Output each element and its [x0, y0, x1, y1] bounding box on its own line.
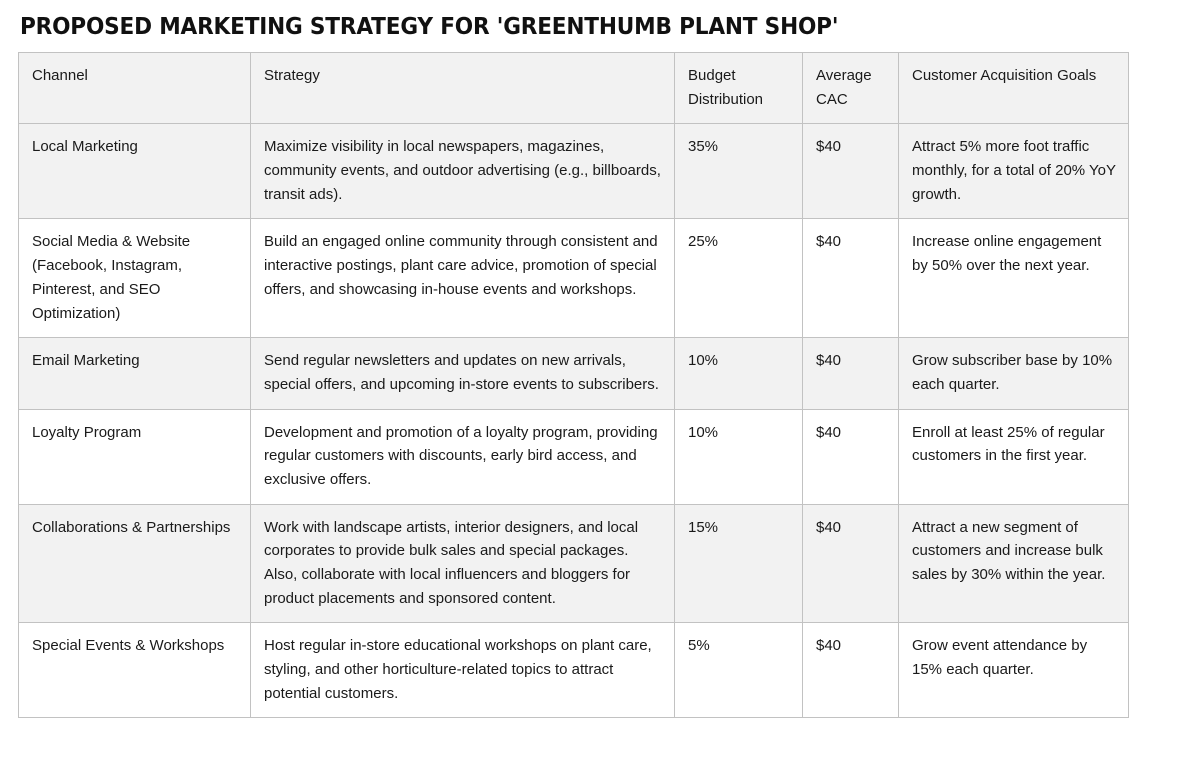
cell-strategy: Build an engaged online community through consistent and interactive postings, plant care advice, promotion of special offers, and showcasing in-house events and workshops. [251, 219, 675, 338]
cell-cac: $40 [803, 338, 899, 409]
cell-channel: Social Media & Website (Facebook, Instagram, Pinterest, and SEO Optimization) [19, 219, 251, 338]
cell-cac: $40 [803, 219, 899, 338]
cell-channel: Loyalty Program [19, 409, 251, 504]
table-header [19, 53, 1129, 124]
cell-cac: $40 [803, 124, 899, 219]
cell-goals: Grow event attendance by 15% each quarter. [899, 623, 1129, 718]
cell-cac: $40 [803, 409, 899, 504]
table-body [19, 124, 1129, 718]
column-header-budget-distribution: Budget Distribution [675, 53, 803, 124]
cell-channel: Email Marketing [19, 338, 251, 409]
cell-channel: Collaborations & Partnerships [19, 504, 251, 623]
cell-strategy: Maximize visibility in local newspapers, magazines, community events, and outdoor advertising (e.g., billboards, transit ads). [251, 124, 675, 219]
cell-channel: Local Marketing [19, 124, 251, 219]
table-row [19, 338, 1129, 409]
table-header-row [19, 53, 1129, 124]
table-row [19, 124, 1129, 219]
cell-strategy: Send regular newsletters and updates on new arrivals, special offers, and upcoming in-store events to subscribers. [251, 338, 675, 409]
cell-budget: 10% [675, 409, 803, 504]
cell-cac: $40 [803, 504, 899, 623]
table-row [19, 219, 1129, 338]
cell-budget: 25% [675, 219, 803, 338]
cell-budget: 15% [675, 504, 803, 623]
cell-strategy: Host regular in-store educational workshops on plant care, styling, and other horticulture-related topics to attract potential customers. [251, 623, 675, 718]
column-header-average-cac: Average CAC [803, 53, 899, 124]
cell-goals: Enroll at least 25% of regular customers in the first year. [899, 409, 1129, 504]
table-row [19, 623, 1129, 718]
cell-channel: Special Events & Workshops [19, 623, 251, 718]
column-header-strategy: Strategy [251, 53, 675, 124]
cell-cac: $40 [803, 623, 899, 718]
page-title: PROPOSED MARKETING STRATEGY FOR 'GREENTHUMB PLANT SHOP' [20, 14, 839, 40]
cell-strategy: Development and promotion of a loyalty program, providing regular customers with discounts, early bird access, and exclusive offers. [251, 409, 675, 504]
cell-goals: Grow subscriber base by 10% each quarter. [899, 338, 1129, 409]
cell-goals: Attract 5% more foot traffic monthly, for a total of 20% YoY growth. [899, 124, 1129, 219]
column-header-customer-acquisition-goals: Customer Acquisition Goals [899, 53, 1129, 124]
cell-budget: 35% [675, 124, 803, 219]
cell-strategy: Work with landscape artists, interior designers, and local corporates to provide bulk sales and special packages. Also, collaborate with local influencers and bloggers for product placements and sponsored content. [251, 504, 675, 623]
table-row [19, 504, 1129, 623]
cell-goals: Attract a new segment of customers and increase bulk sales by 30% within the year. [899, 504, 1129, 623]
table-row [19, 409, 1129, 504]
cell-budget: 10% [675, 338, 803, 409]
column-header-channel: Channel [19, 53, 251, 124]
cell-budget: 5% [675, 623, 803, 718]
marketing-strategy-table [18, 52, 1129, 718]
cell-goals: Increase online engagement by 50% over the next year. [899, 219, 1129, 338]
